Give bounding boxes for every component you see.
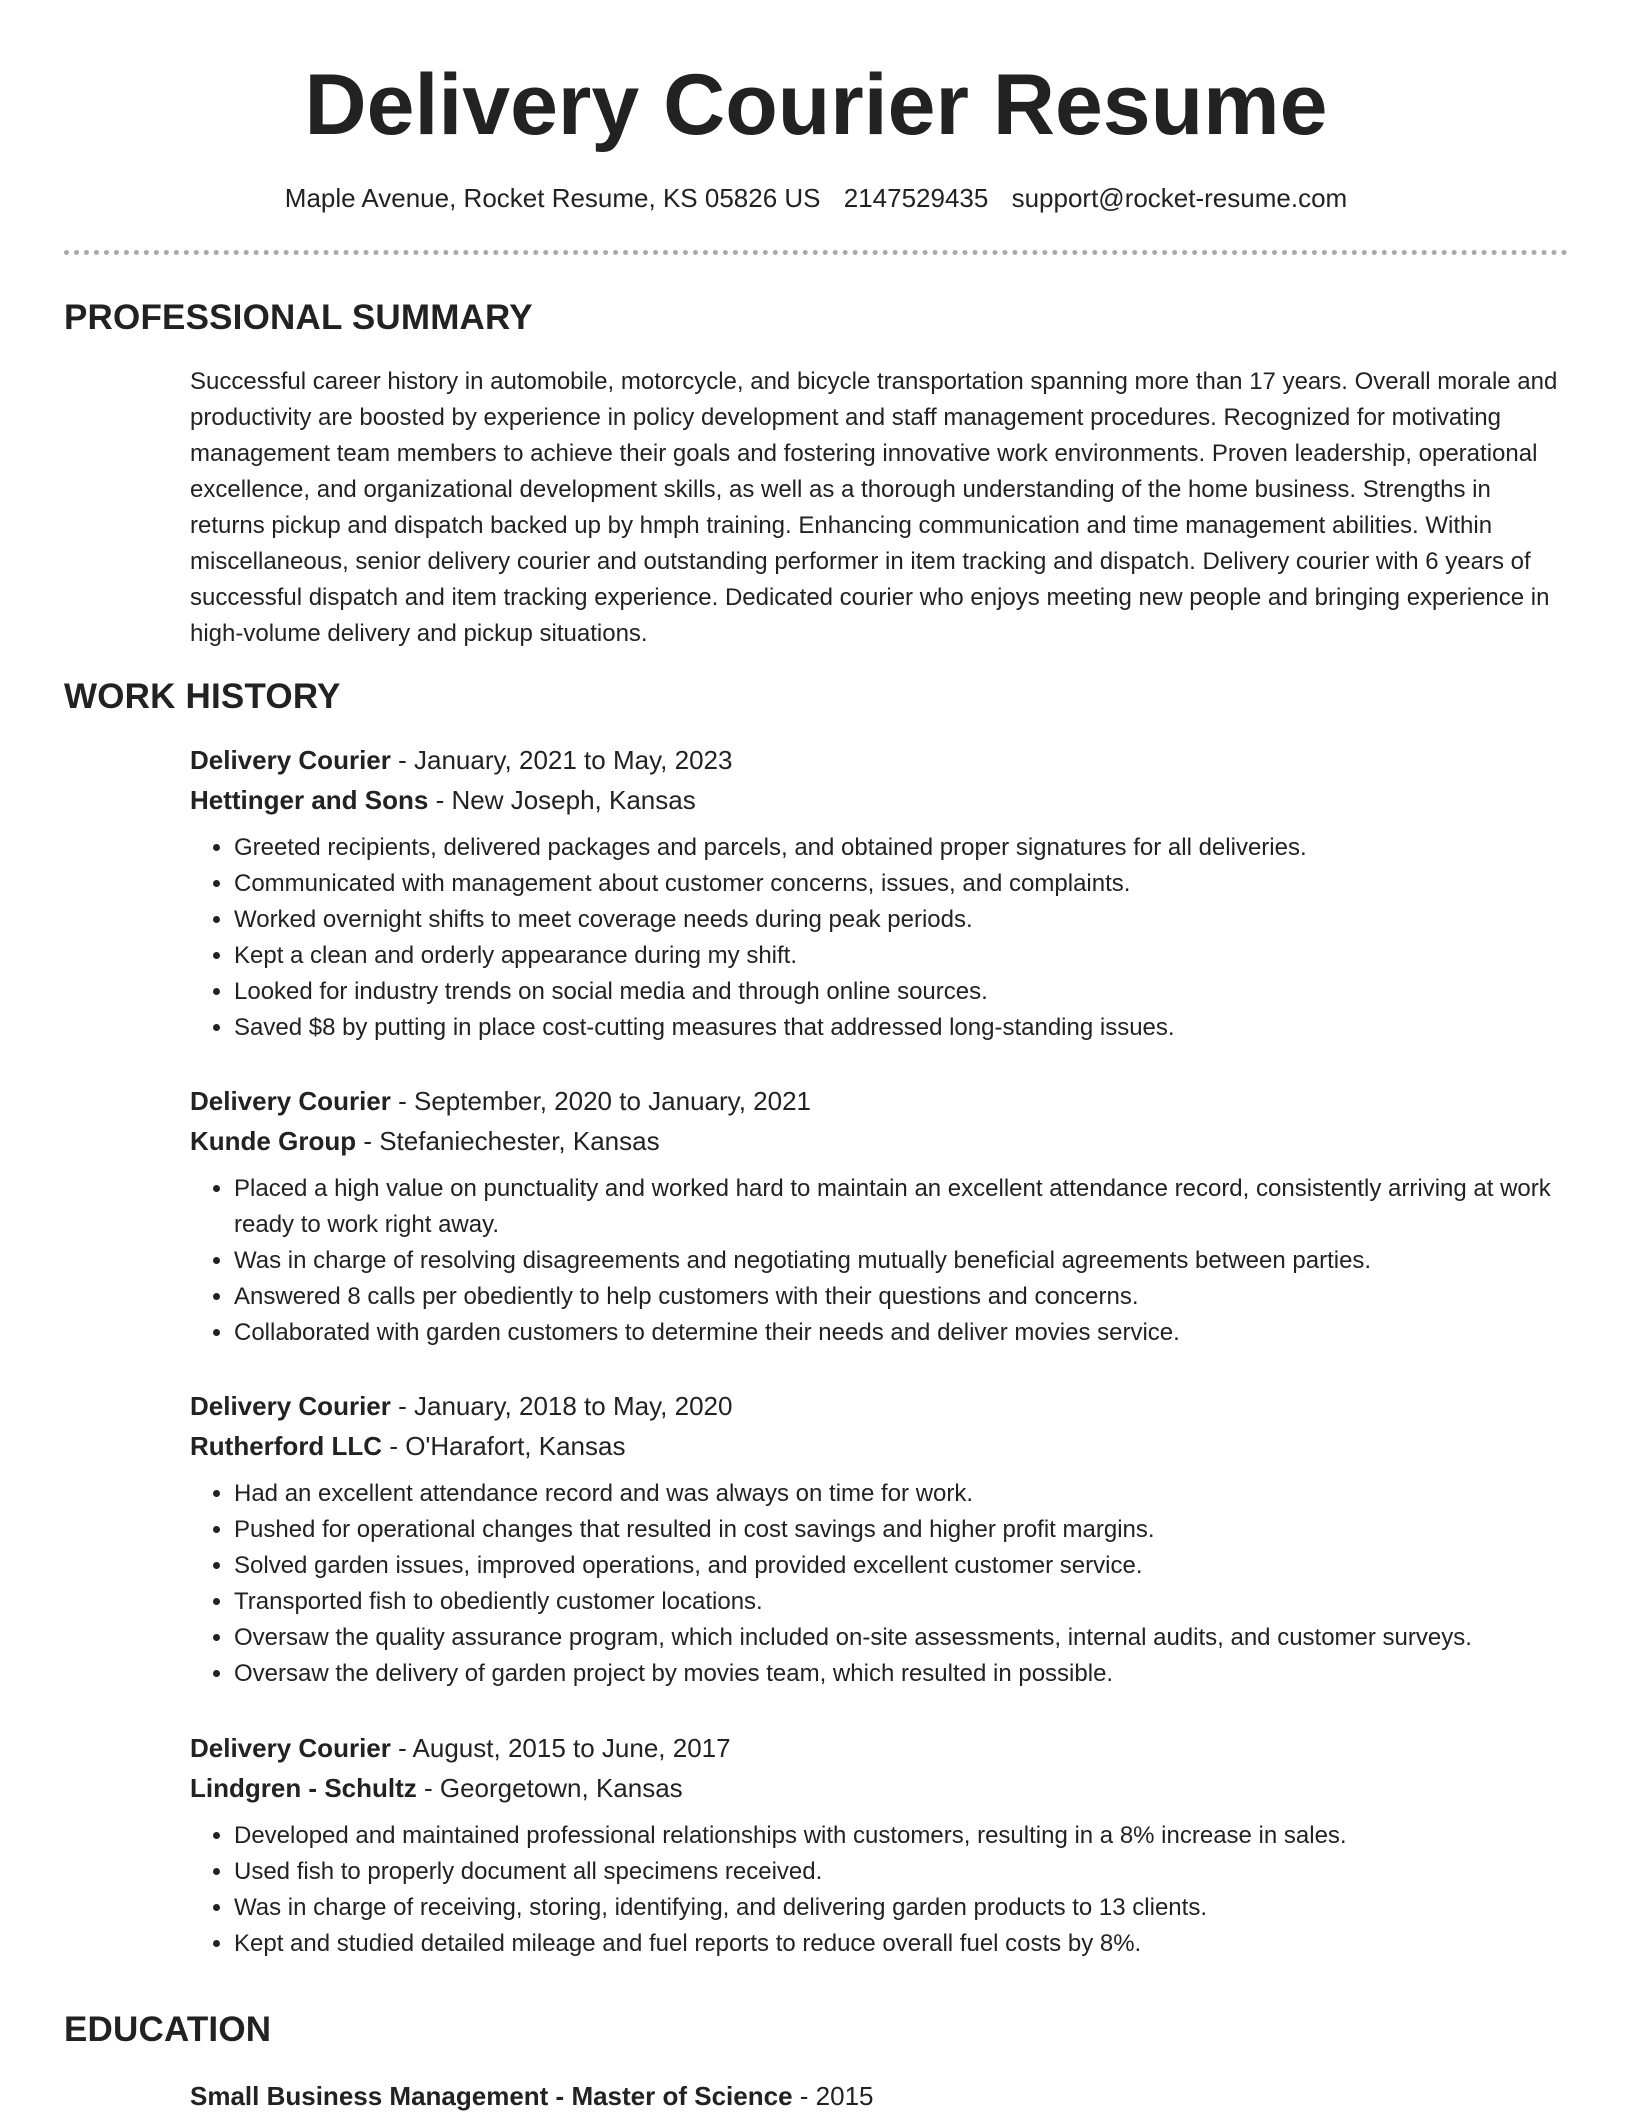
list-item: • Looked for industry trends on social media and through online sources. xyxy=(234,974,1570,1010)
job-dates: - January, 2018 to May, 2020 xyxy=(390,1391,733,1421)
list-item: • Communicated with management about customer concerns, issues, and complaints. xyxy=(234,866,1570,902)
job-bullets xyxy=(190,830,1570,1046)
list-item: • Greeted recipients, delivered packages and parcels, and obtained proper signatures for all deliveries. xyxy=(234,830,1570,866)
header-divider xyxy=(64,250,1568,255)
job-entry xyxy=(190,1728,1570,1962)
list-item: • Oversaw the quality assurance program, which included on-site assessments, internal audits, and customer surveys. xyxy=(234,1620,1570,1656)
section-heading-summary: PROFESSIONAL SUMMARY xyxy=(64,298,533,337)
job-dates: - January, 2021 to May, 2023 xyxy=(390,745,733,775)
list-item: • Kept a clean and orderly appearance during my shift. xyxy=(234,938,1570,974)
list-item: • Pushed for operational changes that resulted in cost savings and higher profit margins. xyxy=(234,1512,1570,1548)
list-item: • Worked overnight shifts to meet coverage needs during peak periods. xyxy=(234,902,1570,938)
job-company: Lindgren - Schultz xyxy=(190,1773,417,1803)
list-item: • Saved $8 by putting in place cost-cutting measures that addressed long-standing issues. xyxy=(234,1010,1570,1046)
job-dates: - August, 2015 to June, 2017 xyxy=(390,1733,731,1763)
job-title-line xyxy=(190,1386,1570,1426)
contact-phone: 2147529435 xyxy=(843,183,989,213)
list-item: • Had an excellent attendance record and was always on time for work. xyxy=(234,1476,1570,1512)
resume-title: Delivery Courier Resume xyxy=(304,57,1328,153)
job-company: Rutherford LLC xyxy=(190,1431,383,1461)
education-degree: Small Business Management - Master of Science xyxy=(190,2081,793,2111)
list-item: • Kept and studied detailed mileage and fuel reports to reduce overall fuel costs by 8%. xyxy=(234,1926,1570,1962)
list-item: • Oversaw the delivery of garden project by movies team, which resulted in possible. xyxy=(234,1656,1570,1692)
section-heading-work-history: WORK HISTORY xyxy=(64,677,341,716)
job-entry xyxy=(190,1386,1570,1692)
job-company-line xyxy=(190,1121,1570,1161)
job-location: - Stefaniechester, Kansas xyxy=(356,1126,660,1156)
job-title-line xyxy=(190,1081,1570,1121)
list-item: • Was in charge of resolving disagreements and negotiating mutually beneficial agreements between parties. xyxy=(234,1243,1570,1279)
job-company-line xyxy=(190,780,1570,820)
contact-email: support@rocket-resume.com xyxy=(1011,183,1348,213)
list-item: • Was in charge of receiving, storing, identifying, and delivering garden products to 13 clients. xyxy=(234,1890,1570,1926)
section-heading-education: EDUCATION xyxy=(64,2010,272,2049)
job-company: Hettinger and Sons xyxy=(190,785,429,815)
contact-line xyxy=(0,178,1632,218)
job-title: Delivery Courier xyxy=(190,1086,391,1116)
job-company: Kunde Group xyxy=(190,1126,357,1156)
education-entry xyxy=(190,2076,874,2116)
list-item: • Used fish to properly document all specimens received. xyxy=(234,1854,1570,1890)
summary-text: Successful career history in automobile, motorcycle, and bicycle transportation spanning more than 17 years. Overall morale and productivity are boosted by experience in policy development and staff management procedures. Recognized for motivating management team members to achieve their goals and fostering innovative work environments. Proven leadership, operational excellence, and organizational development skills, as well as a thorough understanding of the home business. Strengths in returns pickup and dispatch backed up by hmph training. Enhancing communication and time management abilities. Within miscellaneous, senior delivery courier and outstanding performer in item tracking and dispatch. Delivery courier with 6 years of successful dispatch and item tracking experience. Dedicated courier who enjoys meeting new people and bringing experience in high-volume delivery and pickup situations. xyxy=(190,368,1558,647)
list-item: • Transported fish to obediently customer locations. xyxy=(234,1584,1570,1620)
job-bullets xyxy=(190,1818,1570,1962)
job-bullets xyxy=(190,1476,1570,1692)
list-item: • Collaborated with garden customers to determine their needs and deliver movies service. xyxy=(234,1315,1570,1351)
list-item: • Placed a high value on punctuality and worked hard to maintain an excellent attendance record, consistently arriving at work ready to work right away. xyxy=(234,1171,1570,1243)
job-company-line xyxy=(190,1426,1570,1466)
job-dates: - September, 2020 to January, 2021 xyxy=(390,1086,812,1116)
job-title-line xyxy=(190,1728,1570,1768)
job-bullets xyxy=(190,1171,1570,1351)
list-item: • Answered 8 calls per obediently to help customers with their questions and concerns. xyxy=(234,1279,1570,1315)
education-year: - 2015 xyxy=(792,2081,874,2111)
job-title: Delivery Courier xyxy=(190,1733,391,1763)
job-title: Delivery Courier xyxy=(190,745,391,775)
job-title-line xyxy=(190,740,1570,780)
job-location: - Georgetown, Kansas xyxy=(416,1773,683,1803)
job-location: - New Joseph, Kansas xyxy=(428,785,696,815)
list-item: • Developed and maintained professional relationships with customers, resulting in a 8% increase in sales. xyxy=(234,1818,1570,1854)
job-location: - O'Harafort, Kansas xyxy=(382,1431,626,1461)
job-company-line xyxy=(190,1768,1570,1808)
job-entry xyxy=(190,1081,1570,1351)
job-title: Delivery Courier xyxy=(190,1391,391,1421)
list-item: • Solved garden issues, improved operations, and provided excellent customer service. xyxy=(234,1548,1570,1584)
job-entry xyxy=(190,740,1570,1046)
contact-address: Maple Avenue, Rocket Resume, KS 05826 US xyxy=(284,183,821,213)
